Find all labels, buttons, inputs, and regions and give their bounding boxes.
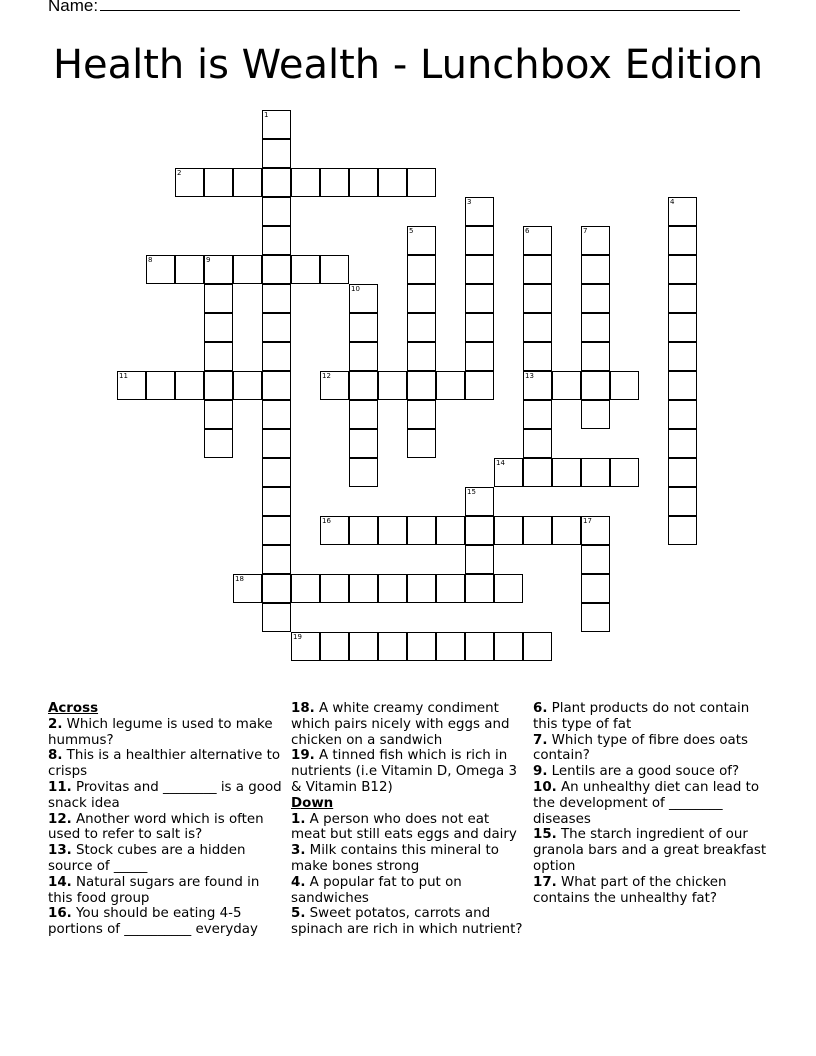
grid-cell[interactable] <box>204 400 233 429</box>
grid-cell[interactable] <box>320 371 349 400</box>
clue-item <box>48 717 284 749</box>
grid-cell[interactable] <box>581 458 610 487</box>
clue-item-number: 14. <box>48 874 72 890</box>
grid-cell[interactable] <box>378 371 407 400</box>
clue-item <box>533 827 769 874</box>
grid-cell[interactable] <box>523 284 552 313</box>
grid-cell[interactable] <box>233 255 262 284</box>
grid-cell[interactable] <box>262 342 291 371</box>
grid-cell[interactable] <box>465 255 494 284</box>
grid-cell[interactable] <box>552 458 581 487</box>
grid-cell[interactable] <box>349 342 378 371</box>
grid-cell[interactable] <box>349 429 378 458</box>
grid-cell[interactable] <box>175 371 204 400</box>
grid-cell[interactable] <box>581 545 610 574</box>
clue-item-number: 18. <box>291 701 315 716</box>
grid-cell[interactable] <box>465 516 494 545</box>
grid-cell[interactable] <box>668 516 697 545</box>
grid-cell[interactable] <box>523 313 552 342</box>
clue-number: 17 <box>583 517 592 525</box>
clue-number: 15 <box>467 488 476 496</box>
clues-column-3 <box>533 701 769 906</box>
clue-number: 16 <box>322 517 331 525</box>
grid-cell[interactable] <box>465 545 494 574</box>
grid-cell[interactable] <box>436 574 465 603</box>
grid-cell[interactable] <box>407 226 436 255</box>
clue-item-text: You should be eating 4-5 portions of __________ everyday <box>48 906 258 938</box>
grid-cell[interactable] <box>146 371 175 400</box>
clue-item-text: Another word which is often used to refer to salt is? <box>48 811 264 843</box>
grid-cell[interactable] <box>523 458 552 487</box>
grid-cell[interactable] <box>320 168 349 197</box>
grid-cell[interactable] <box>407 516 436 545</box>
grid-cell[interactable] <box>378 632 407 661</box>
grid-cell[interactable] <box>668 400 697 429</box>
grid-cell[interactable] <box>407 313 436 342</box>
clues-column-1 <box>48 701 284 938</box>
clue-number: 11 <box>119 372 128 380</box>
clue-item <box>48 843 284 875</box>
grid-cell[interactable] <box>320 574 349 603</box>
clue-item-text: An unhealthy diet can lead to the development of ________ diseases <box>533 779 760 827</box>
clue-item-number: 17. <box>533 874 557 890</box>
grid-cell[interactable] <box>436 632 465 661</box>
clue-item-number: 4. <box>291 874 306 890</box>
grid-cell[interactable] <box>581 284 610 313</box>
clue-item-text: Sweet potatos, carrots and spinach are rich in which nutrient? <box>291 906 523 938</box>
grid-cell[interactable] <box>581 226 610 255</box>
grid-cell[interactable] <box>465 574 494 603</box>
clue-item-text: Stock cubes are a hidden source of _____ <box>48 843 246 874</box>
grid-cell[interactable] <box>581 342 610 371</box>
grid-cell[interactable] <box>581 603 610 632</box>
grid-cell[interactable] <box>407 632 436 661</box>
clue-item-text: A popular fat to put on sandwiches <box>291 874 462 906</box>
grid-cell[interactable] <box>465 313 494 342</box>
grid-cell[interactable] <box>668 458 697 487</box>
grid-cell[interactable] <box>436 371 465 400</box>
clue-item-text: Which legume is used to make hummus? <box>48 716 273 748</box>
grid-cell[interactable] <box>465 197 494 226</box>
grid-cell[interactable] <box>552 516 581 545</box>
grid-cell[interactable] <box>262 139 291 168</box>
clue-number: 5 <box>409 227 414 235</box>
grid-cell[interactable] <box>262 313 291 342</box>
clue-number: 6 <box>525 227 530 235</box>
grid-cell[interactable] <box>581 516 610 545</box>
grid-cell[interactable] <box>349 284 378 313</box>
clue-item-text: A tinned fish which is rich in nutrients (i.e Vitamin D, Omega 3 & Vitamin B12) <box>291 748 518 795</box>
grid-cell[interactable] <box>581 371 610 400</box>
clue-item-number: 9. <box>533 764 548 780</box>
grid-cell[interactable] <box>262 226 291 255</box>
clue-number: 9 <box>206 256 211 264</box>
grid-cell[interactable] <box>378 168 407 197</box>
clue-item <box>533 701 769 733</box>
grid-cell[interactable] <box>523 400 552 429</box>
grid-cell[interactable] <box>668 371 697 400</box>
page-title: Health is Wealth - Lunchbox Edition <box>52 42 764 88</box>
clue-item-number: 3. <box>291 843 306 859</box>
grid-cell[interactable] <box>262 110 291 139</box>
clue-number: 19 <box>293 633 302 641</box>
clue-item <box>291 906 527 938</box>
grid-cell[interactable] <box>407 371 436 400</box>
grid-cell[interactable] <box>204 429 233 458</box>
grid-cell[interactable] <box>262 545 291 574</box>
grid-cell[interactable] <box>523 371 552 400</box>
clue-item-text: A person who does not eat meat but still eats eggs and dairy <box>291 811 517 843</box>
grid-cell[interactable] <box>610 371 639 400</box>
grid-cell[interactable] <box>552 371 581 400</box>
clue-item-number: 1. <box>291 811 306 827</box>
grid-cell[interactable] <box>668 487 697 516</box>
grid-cell[interactable] <box>465 632 494 661</box>
grid-cell[interactable] <box>465 284 494 313</box>
grid-cell[interactable] <box>262 603 291 632</box>
clue-item <box>291 748 527 795</box>
clues-column-2 <box>291 701 527 938</box>
across-heading: Across <box>48 701 99 716</box>
grid-cell[interactable] <box>262 400 291 429</box>
clue-item <box>291 875 527 907</box>
grid-cell[interactable] <box>262 487 291 516</box>
clue-item-text: This is a healthier alternative to crisps <box>48 748 281 780</box>
clue-item-text: What part of the chicken contains the unhealthy fat? <box>533 874 727 906</box>
grid-cell[interactable] <box>262 429 291 458</box>
clue-item <box>533 875 769 907</box>
down-clues-part-1 <box>291 812 527 938</box>
grid-cell[interactable] <box>581 313 610 342</box>
grid-cell[interactable] <box>175 255 204 284</box>
clue-item <box>291 843 527 875</box>
clue-item <box>533 780 769 827</box>
grid-cell[interactable] <box>320 632 349 661</box>
grid-cell[interactable] <box>668 197 697 226</box>
clue-number: 10 <box>351 285 360 293</box>
clue-item-number: 8. <box>48 748 63 764</box>
grid-cell[interactable] <box>407 168 436 197</box>
grid-cell[interactable] <box>465 371 494 400</box>
across-clues-part-1 <box>48 717 284 938</box>
grid-cell[interactable] <box>175 168 204 197</box>
clue-number: 8 <box>148 256 153 264</box>
clue-item-text: A white creamy condiment which pairs nicely with eggs and chicken on a sandwich <box>291 701 510 748</box>
clue-item-text: Which type of fibre does oats contain? <box>533 732 748 764</box>
clue-item <box>48 748 284 780</box>
clue-item <box>291 812 527 844</box>
grid-cell[interactable] <box>204 168 233 197</box>
grid-cell[interactable] <box>523 226 552 255</box>
clue-number: 12 <box>322 372 331 380</box>
clue-item-number: 11. <box>48 779 72 795</box>
grid-cell[interactable] <box>407 255 436 284</box>
grid-cell[interactable] <box>668 429 697 458</box>
clue-item <box>48 812 284 844</box>
clue-item <box>48 906 284 938</box>
grid-cell[interactable] <box>262 574 291 603</box>
grid-cell[interactable] <box>581 400 610 429</box>
grid-cell[interactable] <box>436 516 465 545</box>
clue-number: 2 <box>177 169 182 177</box>
clue-item-number: 12. <box>48 811 72 827</box>
clue-item-number: 7. <box>533 732 548 748</box>
clue-item-number: 16. <box>48 906 72 922</box>
clue-item-number: 2. <box>48 716 63 732</box>
down-heading: Down <box>291 795 334 811</box>
clue-number: 13 <box>525 372 534 380</box>
grid-cell[interactable] <box>668 313 697 342</box>
grid-cell[interactable] <box>581 574 610 603</box>
grid-cell[interactable] <box>262 371 291 400</box>
grid-cell[interactable] <box>523 632 552 661</box>
grid-cell[interactable] <box>494 458 523 487</box>
grid-cell[interactable] <box>262 255 291 284</box>
clue-item-text: Lentils are a good souce of? <box>547 764 740 780</box>
grid-cell[interactable] <box>262 458 291 487</box>
grid-cell[interactable] <box>320 255 349 284</box>
grid-cell[interactable] <box>349 168 378 197</box>
clue-item <box>533 764 769 780</box>
clue-item-number: 6. <box>533 701 548 716</box>
grid-cell[interactable] <box>465 487 494 516</box>
grid-cell[interactable] <box>523 342 552 371</box>
clue-number: 18 <box>235 575 244 583</box>
grid-cell[interactable] <box>291 255 320 284</box>
grid-cell[interactable] <box>494 632 523 661</box>
grid-cell[interactable] <box>291 632 320 661</box>
clue-number: 4 <box>670 198 675 206</box>
grid-cell[interactable] <box>349 400 378 429</box>
grid-cell[interactable] <box>523 429 552 458</box>
clue-item <box>48 780 284 812</box>
clue-item-text: The starch ingredient of our granola bars and a great breakfast option <box>533 827 767 874</box>
grid-cell[interactable] <box>407 400 436 429</box>
grid-cell[interactable] <box>233 371 262 400</box>
clue-item-text: Milk contains this mineral to make bones strong <box>291 843 499 874</box>
grid-cell[interactable] <box>204 313 233 342</box>
clue-item-text: Plant products do not contain this type of fat <box>533 701 750 732</box>
name-label: Name: <box>48 0 99 15</box>
grid-cell[interactable] <box>610 458 639 487</box>
down-clues-part-2 <box>533 701 769 906</box>
grid-cell[interactable] <box>349 371 378 400</box>
grid-cell[interactable] <box>320 516 349 545</box>
grid-cell[interactable] <box>349 574 378 603</box>
grid-cell[interactable] <box>204 284 233 313</box>
grid-cell[interactable] <box>291 168 320 197</box>
grid-cell[interactable] <box>349 632 378 661</box>
grid-cell[interactable] <box>668 226 697 255</box>
grid-cell[interactable] <box>204 371 233 400</box>
grid-cell[interactable] <box>146 255 175 284</box>
grid-cell[interactable] <box>349 313 378 342</box>
clue-item <box>48 875 284 907</box>
clue-number: 3 <box>467 198 472 206</box>
grid-cell[interactable] <box>465 342 494 371</box>
clue-number: 14 <box>496 459 505 467</box>
grid-cell[interactable] <box>262 516 291 545</box>
grid-cell[interactable] <box>117 371 146 400</box>
grid-cell[interactable] <box>407 284 436 313</box>
grid-cell[interactable] <box>262 168 291 197</box>
grid-cell[interactable] <box>349 458 378 487</box>
grid-cell[interactable] <box>523 516 552 545</box>
grid-cell[interactable] <box>378 574 407 603</box>
grid-cell[interactable] <box>378 516 407 545</box>
across-clues-part-2 <box>291 701 527 796</box>
clue-item <box>533 733 769 765</box>
clue-item-text: Provitas and ________ is a good snack idea <box>48 779 282 811</box>
grid-cell[interactable] <box>204 255 233 284</box>
clue-item <box>291 701 527 748</box>
grid-cell[interactable] <box>262 197 291 226</box>
clue-item-number: 13. <box>48 843 72 859</box>
grid-cell[interactable] <box>523 255 552 284</box>
clue-number: 1 <box>264 111 269 119</box>
grid-cell[interactable] <box>668 342 697 371</box>
grid-cell[interactable] <box>494 574 523 603</box>
clue-item-text: Natural sugars are found in this food group <box>48 874 260 906</box>
clue-number: 7 <box>583 227 588 235</box>
clue-item-number: 15. <box>533 827 557 843</box>
grid-cell[interactable] <box>233 574 262 603</box>
grid-cell[interactable] <box>494 516 523 545</box>
clue-item-number: 19. <box>291 748 315 764</box>
grid-cell[interactable] <box>233 168 262 197</box>
grid-cell[interactable] <box>204 342 233 371</box>
grid-cell[interactable] <box>262 284 291 313</box>
clue-item-number: 5. <box>291 906 306 922</box>
grid-cell[interactable] <box>668 255 697 284</box>
grid-cell[interactable] <box>668 284 697 313</box>
clue-item-number: 10. <box>533 779 557 795</box>
grid-cell[interactable] <box>407 429 436 458</box>
grid-cell[interactable] <box>291 574 320 603</box>
grid-cell[interactable] <box>581 255 610 284</box>
grid-cell[interactable] <box>349 516 378 545</box>
grid-cell[interactable] <box>407 342 436 371</box>
grid-cell[interactable] <box>465 226 494 255</box>
grid-cell[interactable] <box>407 574 436 603</box>
